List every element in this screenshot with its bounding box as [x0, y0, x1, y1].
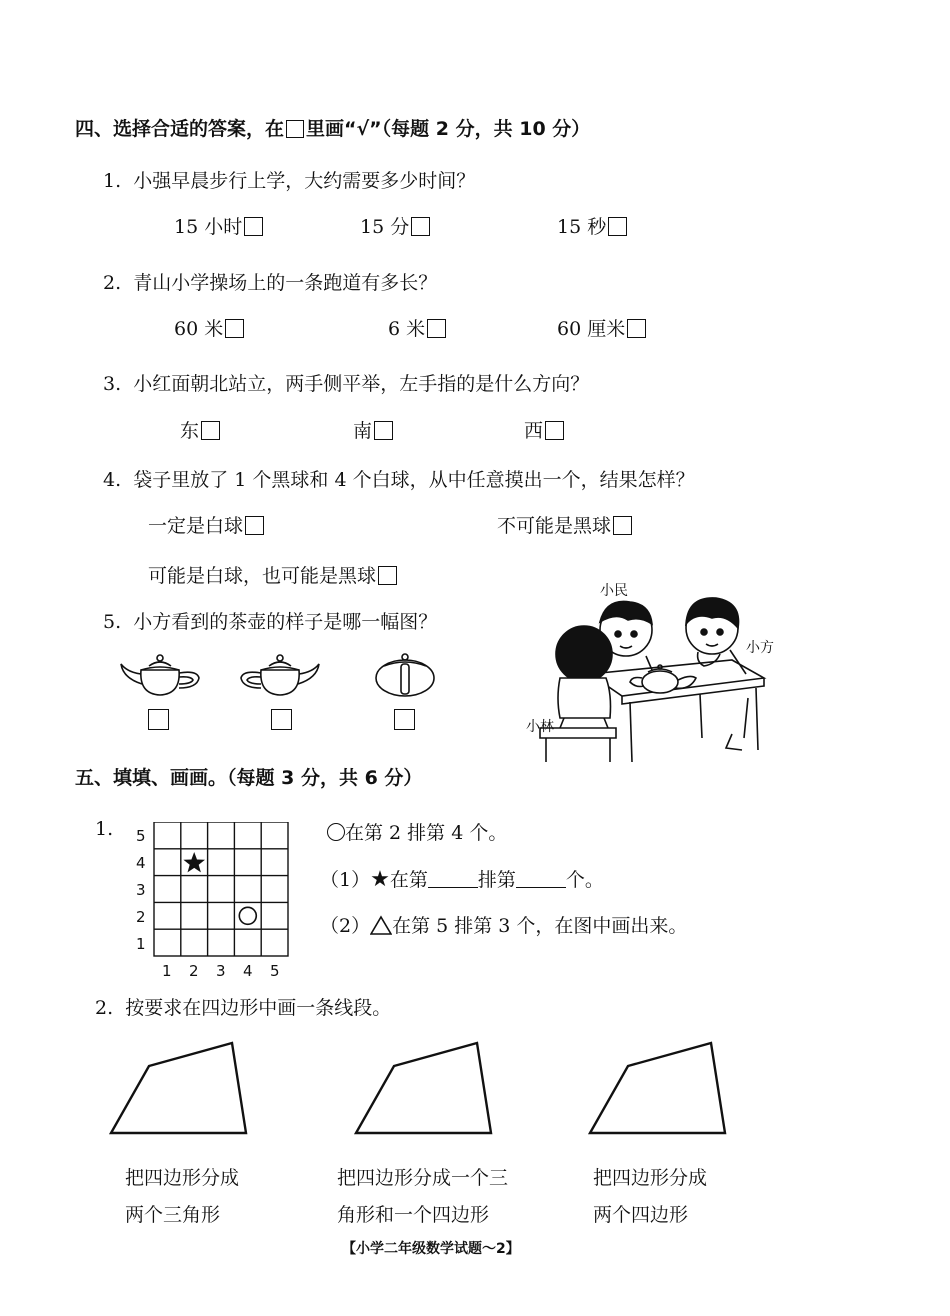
question-text: 小方看到的茶壶的样子是哪一幅图？ — [133, 611, 438, 633]
option-label: 南 — [353, 420, 373, 442]
sub-number: （1） — [320, 869, 371, 891]
section5-title: 五、填填、画画。（每题 3 分，共 6 分） — [75, 767, 423, 789]
option-label: 不可能是黑球 — [497, 515, 612, 537]
option-label: 60 厘米 — [557, 318, 626, 340]
kids-table-illustration — [520, 578, 770, 763]
circle-symbol-icon — [327, 823, 345, 841]
answer-checkbox[interactable] — [545, 421, 564, 440]
answer-checkbox[interactable] — [148, 709, 169, 730]
quadrilateral-shape-3[interactable] — [584, 1040, 734, 1140]
col-label: 4 — [243, 962, 253, 980]
triangle-symbol-icon — [370, 915, 392, 935]
question-5-2 — [95, 993, 391, 1020]
checkbox-symbol — [286, 120, 304, 138]
caption-line: 角形和一个四边形 — [337, 1204, 490, 1226]
row-label: 4 — [136, 854, 146, 872]
question-number: 4. — [103, 469, 122, 491]
q5-1-draw-line — [320, 911, 687, 938]
star-symbol-icon: ★ — [370, 867, 390, 892]
q1-option-a — [174, 212, 263, 239]
option-label: 西 — [524, 420, 544, 442]
text-segment: 在第 — [389, 869, 428, 891]
q4-option-a — [148, 511, 264, 538]
option-label: 东 — [180, 420, 200, 442]
section4-title-part1: 四、选择合适的答案，在 — [75, 118, 285, 140]
position-grid — [128, 822, 298, 982]
q5-1-given-line — [327, 818, 507, 845]
q2-option-b — [388, 314, 446, 341]
option-label: 15 分 — [360, 216, 410, 238]
answer-checkbox[interactable] — [613, 516, 632, 535]
question-2 — [103, 268, 437, 295]
option-label: 6 米 — [388, 318, 426, 340]
question-5 — [103, 607, 437, 634]
caption-3 — [593, 1160, 707, 1234]
name-label-xiaomin: 小民 — [600, 583, 628, 599]
text-segment: 个。 — [565, 869, 604, 891]
page-footer: 【小学二年级数学试题～2】 — [342, 1241, 520, 1257]
name-label-xiaolin: 小林 — [526, 719, 554, 735]
answer-checkbox[interactable] — [225, 319, 244, 338]
q1-option-c — [557, 212, 627, 239]
text-segment: 在第 5 排第 3 个，在图中画出来。 — [392, 915, 688, 937]
answer-checkbox[interactable] — [271, 709, 292, 730]
col-label: 5 — [270, 962, 280, 980]
question-3 — [103, 369, 589, 396]
caption-line: 把四边形分成 — [593, 1167, 708, 1189]
caption-line: 两个三角形 — [125, 1204, 221, 1226]
given-text: 在第 2 排第 4 个。 — [345, 822, 508, 844]
question-number: 5. — [103, 611, 122, 633]
row-label: 5 — [136, 827, 146, 845]
caption-1 — [125, 1160, 239, 1234]
grid-circle-icon — [239, 907, 256, 924]
q3-option-c — [524, 416, 564, 443]
col-label: 1 — [162, 962, 172, 980]
row-label: 1 — [136, 935, 146, 953]
teapot-mirrored-view-icon — [235, 650, 325, 700]
row-label: 3 — [136, 881, 146, 899]
caption-line: 把四边形分成 — [125, 1167, 240, 1189]
caption-2 — [337, 1160, 508, 1234]
answer-checkbox[interactable] — [394, 709, 415, 730]
question-text: 青山小学操场上的一条跑道有多长？ — [133, 272, 438, 294]
question-4 — [103, 465, 695, 492]
row-answer-blank[interactable] — [428, 872, 478, 888]
text-segment: 排第 — [477, 869, 516, 891]
question-1 — [103, 166, 475, 193]
q3-option-b — [353, 416, 393, 443]
q4-option-b — [497, 511, 632, 538]
section4-title-part2: 里画“√”（每题 2 分，共 10 分） — [306, 118, 591, 140]
q4-option-c — [148, 561, 397, 588]
name-label-xiaofang: 小方 — [746, 640, 774, 656]
grid-star-icon — [183, 852, 205, 872]
answer-checkbox[interactable] — [374, 421, 393, 440]
column-answer-blank[interactable] — [516, 872, 566, 888]
row-label: 2 — [136, 908, 146, 926]
q5-1-fill-line — [320, 865, 604, 892]
question-number: 1. — [103, 170, 122, 192]
answer-checkbox[interactable] — [244, 217, 263, 236]
q2-option-c — [557, 314, 646, 341]
teapot-front-view-icon — [372, 650, 438, 700]
q1-option-b — [360, 212, 430, 239]
option-label: 可能是白球，也可能是黑球 — [148, 565, 377, 587]
section4-title — [75, 114, 590, 141]
question-text: 小强早晨步行上学，大约需要多少时间？ — [133, 170, 476, 192]
col-label: 2 — [189, 962, 199, 980]
teapot-side-view-icon — [115, 650, 205, 700]
answer-checkbox[interactable] — [627, 319, 646, 338]
answer-checkbox[interactable] — [427, 319, 446, 338]
caption-line: 两个四边形 — [593, 1204, 689, 1226]
question-number: 2. — [103, 272, 122, 294]
answer-checkbox[interactable] — [411, 217, 430, 236]
question-number: 2. — [95, 997, 114, 1019]
q2-option-a — [174, 314, 244, 341]
answer-checkbox[interactable] — [608, 217, 627, 236]
q3-option-a — [180, 416, 220, 443]
question-text: 按要求在四边形中画一条线段。 — [125, 997, 392, 1019]
option-label: 15 秒 — [557, 216, 607, 238]
question-number: 3. — [103, 373, 122, 395]
question-text: 袋子里放了 1 个黑球和 4 个白球，从中任意摸出一个，结果怎样？ — [133, 469, 695, 491]
answer-checkbox[interactable] — [245, 516, 264, 535]
quadrilateral-shape-1[interactable] — [105, 1040, 255, 1140]
quadrilateral-shape-2[interactable] — [350, 1040, 500, 1140]
question-text: 小红面朝北站立，两手侧平举，左手指的是什么方向？ — [133, 373, 590, 395]
answer-checkbox[interactable] — [378, 566, 397, 585]
option-label: 一定是白球 — [148, 515, 244, 537]
question-number: 1. — [95, 818, 114, 840]
answer-checkbox[interactable] — [201, 421, 220, 440]
caption-line: 把四边形分成一个三 — [337, 1167, 509, 1189]
option-label: 60 米 — [174, 318, 224, 340]
option-label: 15 小时 — [174, 216, 243, 238]
col-label: 3 — [216, 962, 226, 980]
sub-number: （2） — [320, 915, 371, 937]
